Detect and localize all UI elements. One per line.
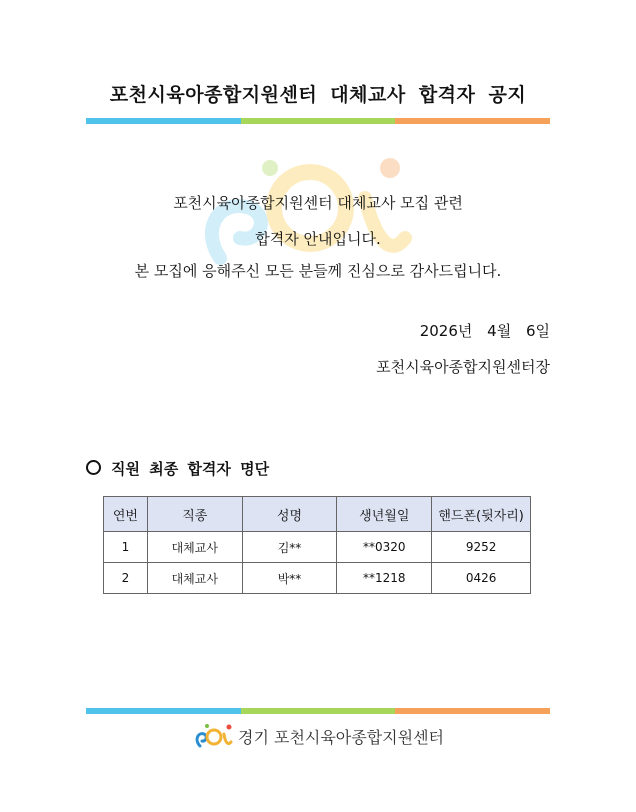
table-cell: **1218 <box>337 563 432 594</box>
bar-blue-segment <box>86 118 241 124</box>
header-cell: 직종 <box>147 497 242 532</box>
circle-bullet-icon <box>86 460 101 475</box>
table-cell: 1 <box>104 532 148 563</box>
footer-org-name: 경기 포천시육아종합지원센터 <box>237 727 444 747</box>
header-cell: 성명 <box>242 497 337 532</box>
table-cell: 김** <box>242 532 337 563</box>
center-logo-icon <box>192 722 234 750</box>
table-row <box>104 563 531 594</box>
section-title: 직원 최종 합격자 명단 <box>111 460 270 478</box>
bar-green-segment <box>241 708 396 714</box>
page-title: 포천시육아종합지원센터 대체교사 합격자 공지 <box>109 84 527 106</box>
applicant-table <box>103 496 531 594</box>
table-cell: 2 <box>104 563 148 594</box>
table-cell: 대체교사 <box>147 563 242 594</box>
table-cell: 9252 <box>432 532 531 563</box>
bar-blue-segment <box>86 708 241 714</box>
header-cell: 연번 <box>104 497 148 532</box>
bottom-color-bar <box>86 708 550 714</box>
bar-orange-segment <box>395 708 550 714</box>
section-heading <box>86 458 269 479</box>
header-cell: 핸드폰(뒷자리) <box>432 497 531 532</box>
table-cell: 박** <box>242 563 337 594</box>
signer: 포천시육아종합지원센터장 <box>376 358 550 376</box>
body-line-3: 본 모집에 응해주신 모든 분들께 진심으로 감사드립니다. <box>134 262 502 280</box>
bar-green-segment <box>241 118 396 124</box>
top-color-bar <box>86 118 550 124</box>
table-cell: 대체교사 <box>147 532 242 563</box>
notice-date: 2026년 4월 6일 <box>419 322 550 340</box>
table-cell: 0426 <box>432 563 531 594</box>
bar-orange-segment <box>395 118 550 124</box>
table-row <box>104 532 531 563</box>
table-header-row <box>104 497 531 532</box>
body-line-1: 포천시육아종합지원센터 대체교사 모집 관련 <box>173 194 463 212</box>
body-line-2: 합격자 안내입니다. <box>255 230 381 248</box>
header-cell: 생년월일 <box>337 497 432 532</box>
table-cell: **0320 <box>337 532 432 563</box>
footer <box>0 722 636 750</box>
